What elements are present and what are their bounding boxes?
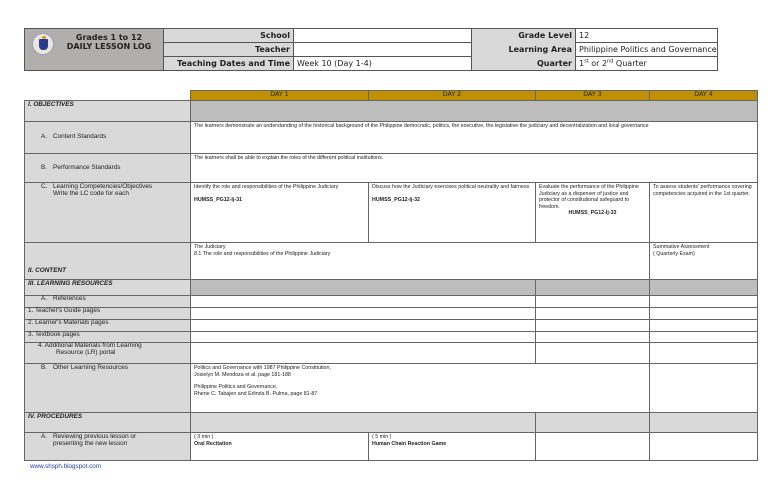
lesson-log-header xyxy=(24,28,718,71)
reviewing-day-3 xyxy=(536,433,650,461)
competency-day-3: Evaluate the performance of the Philippine Judiciary as a dispenser of justice and protector of constitutional safeguard to freedom. HUMSS_PG12-Ij-33 xyxy=(536,183,650,243)
content-standards-row: A. Content Standards The learners demonstrate an understanding of the historical background of the Philippine democratic, politics, the executive, the legislative the judiciary and decentralization and local governance xyxy=(25,122,758,154)
references-row: A. References xyxy=(25,296,758,308)
quarter-label: Quarter xyxy=(471,57,576,70)
competency-day-2: Discuss how the Judiciary exercises political neutrality and fairness HUMSS_PG12-Ij-32 xyxy=(369,183,536,243)
lc-code-day-3: HUMSS_PG12-Ij-33 xyxy=(568,210,617,217)
competencies-row: C. Learning Competencies/Objectives Write the LC code for each Identify the role and responsibilities of the Philippine Judiciary HUMSS_PG12-Ij-31 Discuss how the Judiciary exercises political neutrality and fairness HUMSS_PG12-Ij-32 Evaluate the performance of the Philippine Judiciary as a dispenser of justice and protector of constitutional safeguard to freedom. HUMSS_PG12-Ij-33 To assess students' performance covering competencies acquired in the 1st quarter. xyxy=(25,183,758,243)
procedures-section-row xyxy=(25,413,758,433)
learning-resources-section-row xyxy=(25,280,758,296)
day-header-row xyxy=(25,91,758,101)
title-grades: Grades 1 to 12 xyxy=(75,33,143,42)
teaching-dates-field[interactable]: Week 10 (Day 1-4) xyxy=(294,57,471,70)
procedures-heading: IV. PROCEDURES xyxy=(25,413,191,433)
lc-code-day-2: HUMSS_PG12-Ij-32 xyxy=(372,196,420,203)
performance-standards-row: B. Performance Standards The learners shall be able to explain the roles of the different political institutions. xyxy=(25,154,758,183)
learning-resources-heading: III. LEARNING RESOURCES xyxy=(25,280,191,296)
additional-materials-label: 4. Additional Materials from Learning Resource (LR) portal xyxy=(25,343,191,364)
content-row xyxy=(25,243,758,280)
teacher-label: Teacher xyxy=(164,43,294,57)
school-label: School xyxy=(164,29,294,43)
quarter-field[interactable]: 1st or 2nd Quarter xyxy=(576,57,717,70)
title-daily-lesson-log: DAILY LESSON LOG xyxy=(66,42,152,51)
content-day-4: Summative Assessment ( Quarterly Exam) xyxy=(650,243,758,280)
objectives-section-row xyxy=(25,101,758,122)
objectives-heading: I. OBJECTIVES xyxy=(25,101,191,122)
teachers-guide-row xyxy=(25,308,758,320)
competencies-label: Learning Competencies/Objectives Write the LC code for each xyxy=(53,183,153,197)
teacher-field[interactable] xyxy=(294,43,471,57)
school-field[interactable] xyxy=(294,29,471,43)
grade-level-label: Grade Level xyxy=(471,29,576,43)
performance-standards-text: The learners shall be able to explain the roles of the different political institutions. xyxy=(191,154,758,183)
content-days-1-3: The Judiciary 8.1 The role and responsibilities of the Philippine Judiciary xyxy=(191,243,650,280)
grade-level-field[interactable]: 12 xyxy=(576,29,717,43)
learning-area-field[interactable]: Philippine Politics and Governance xyxy=(576,43,717,57)
title-block xyxy=(25,29,164,70)
day-2-header: DAY 2 xyxy=(369,91,536,101)
day-4-header: DAY 4 xyxy=(650,91,758,101)
other-resources-text: Politics and Governance with 1987 Philippine Constitution, Josielyn M. Mendoza et al. page 181-188 Philippine Politics and Governance, Rhene C. Tabajen and Erlinda B. Pulma, page 81-87 xyxy=(191,364,650,413)
reviewing-label: Reviewing previous lesson or presenting the new lesson xyxy=(53,433,137,447)
textbook-row xyxy=(25,332,758,343)
reviewing-row: A. Reviewing previous lesson or presenting the new lesson ( 3 min ) Oral Recitation ( 5 min ) Human Chain Reaction Game xyxy=(25,433,758,461)
content-heading: II. CONTENT xyxy=(25,243,191,280)
competency-day-1: Identify the role and responsibilities of the Philippine Judiciary HUMSS_PG12-Ij-31 xyxy=(191,183,369,243)
learners-materials-label: 2. Learner's Materials pages xyxy=(25,320,191,332)
other-resources-row: B. Other Learning Resources Politics and Governance with 1987 Philippine Constitution, Josielyn M. Mendoza et al. page 181-188 Philippine Politics and Governance, Rhene C. Tabajen and Erlinda B. Pulma, page 81-87 xyxy=(25,364,758,413)
textbook-label: 3. Textbook pages xyxy=(25,332,191,343)
reviewing-day-4 xyxy=(650,433,758,461)
performance-standards-label: Performance Standards xyxy=(53,163,121,171)
day-1-header: DAY 1 xyxy=(191,91,369,101)
day-3-header: DAY 3 xyxy=(536,91,650,101)
reviewing-day-2: ( 5 min ) Human Chain Reaction Game xyxy=(369,433,536,461)
additional-materials-row xyxy=(25,343,758,364)
content-standards-label: Content Standards xyxy=(53,133,107,141)
learners-materials-row xyxy=(25,320,758,332)
deped-seal-icon xyxy=(32,33,54,55)
reviewing-day-1: ( 3 min ) Oral Recitation xyxy=(191,433,369,461)
content-standards-text: The learners demonstrate an understanding of the historical background of the Philippine democratic, politics, the executive, the legislative the judiciary and decentralization and local governance xyxy=(191,122,758,154)
other-resources-label: Other Learning Resources xyxy=(53,364,128,371)
lesson-log-table xyxy=(24,90,758,461)
competency-day-4: To assess students' performance covering competencies acquired in the 1st quarter. xyxy=(650,183,758,243)
teaching-dates-label: Teaching Dates and Time xyxy=(164,57,294,70)
learning-area-label: Learning Area xyxy=(471,43,576,57)
teachers-guide-label: 1. Teacher's Guide pages xyxy=(25,308,191,320)
lc-code-day-1: HUMSS_PG12-Ij-31 xyxy=(194,196,242,203)
references-label: References xyxy=(53,295,86,302)
footer-link[interactable]: www.shsph.blogspot.com xyxy=(30,463,102,470)
